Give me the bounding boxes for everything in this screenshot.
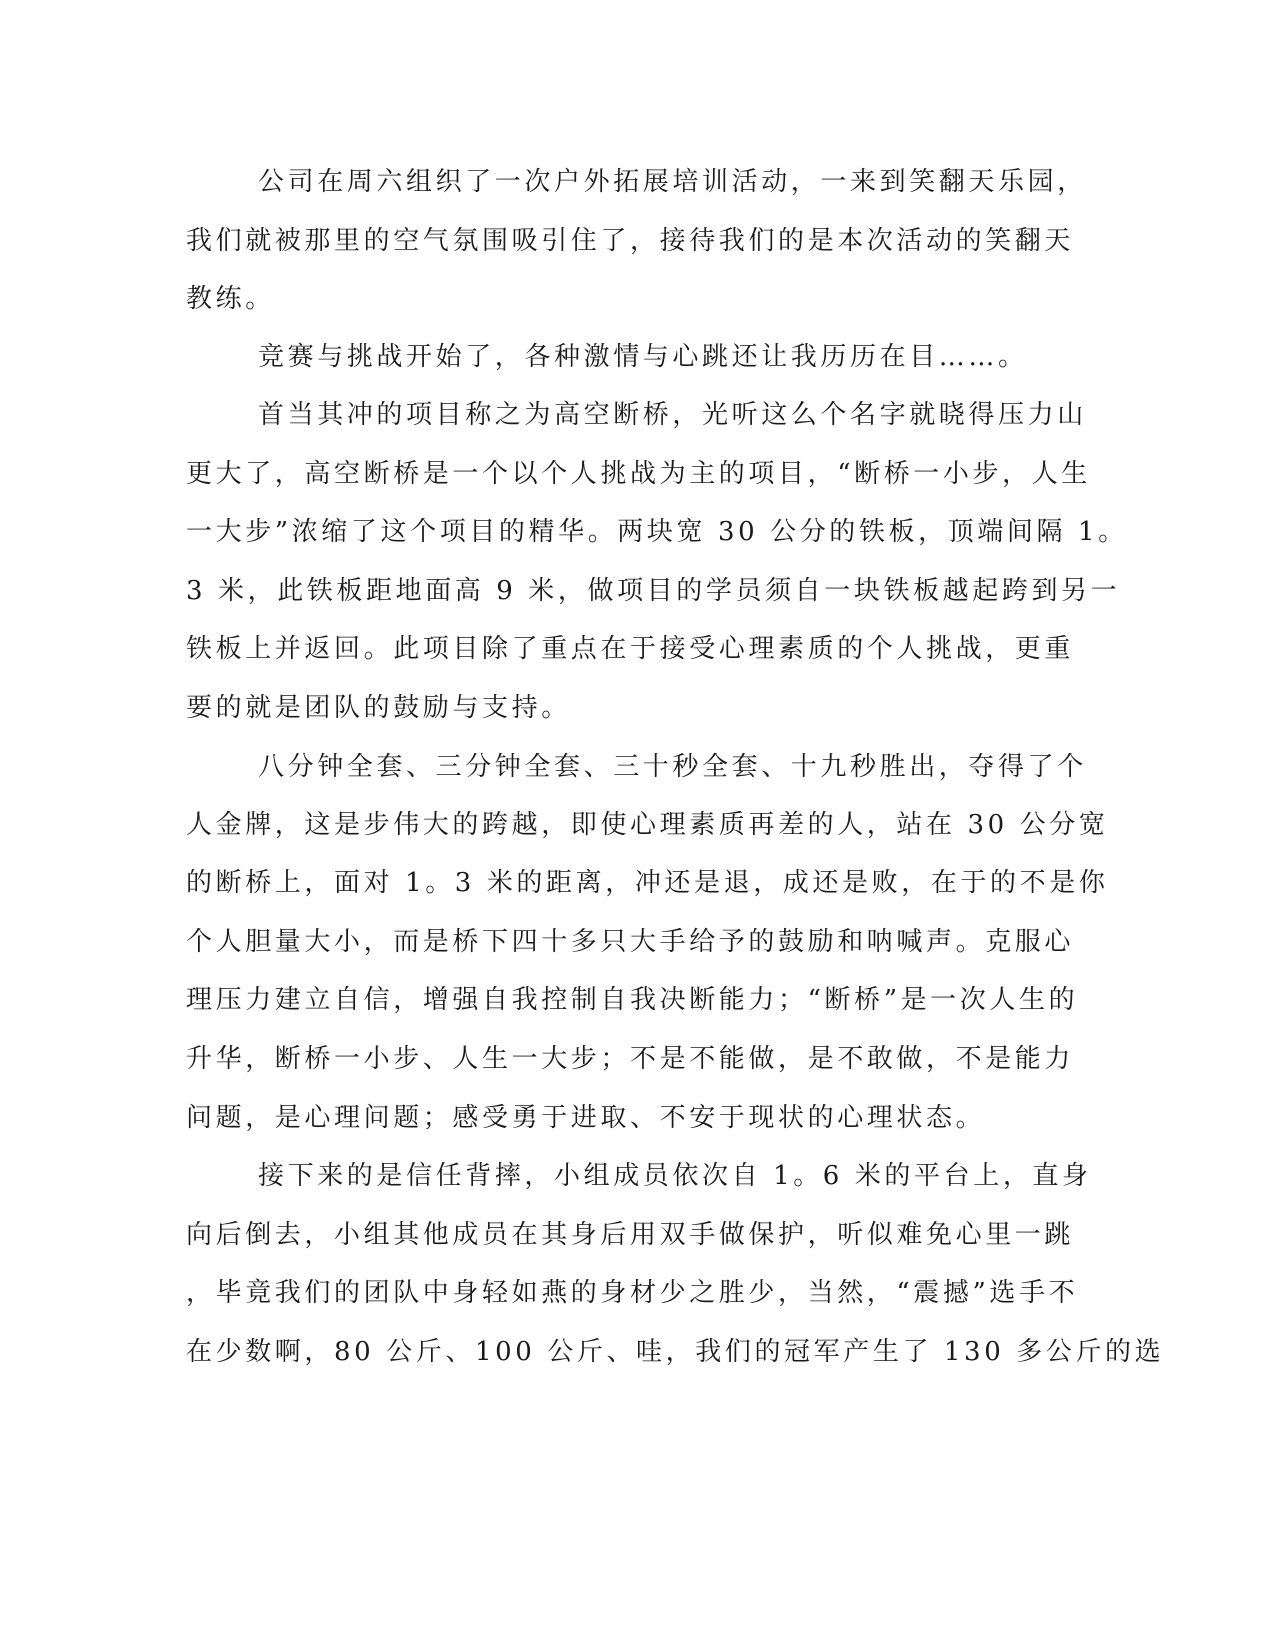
text-line: ，毕竟我们的团队中身轻如燕的身材少之胜少，当然，“震撼”选手不 [186, 1278, 1079, 1308]
text-line: 的断桥上，面对 1。3 米的距离，冲还是退，成还是败，在于的不是你 [186, 868, 1109, 898]
text-line: 更大了，高空断桥是一个以个人挑战为主的项目，“断桥一小步，人生 [186, 459, 1091, 489]
text-line: 人金牌，这是步伟大的跨越，即使心理素质再差的人，站在 30 公分宽 [186, 810, 1109, 840]
text-line: 接下来的是信任背摔，小组成员依次自 1。6 米的平台上，直身 [258, 1161, 1092, 1191]
text-line: 竞赛与挑战开始了，各种激情与心跳还让我历历在目……。 [258, 342, 1028, 372]
text-line: 问题，是心理问题；感受勇于进取、不安于现状的心理状态。 [186, 1103, 986, 1133]
text-line: 教练。 [186, 284, 275, 314]
text-line: 首当其冲的项目称之为高空断桥，光听这么个名字就晓得压力山 [258, 400, 1087, 430]
text-line: 要的就是团队的鼓励与支持。 [186, 693, 571, 723]
text-line: 铁板上并返回。此项目除了重点在于接受心理素质的个人挑战，更重 [186, 634, 1075, 664]
text-line: 升华，断桥一小步、人生一大步；不是不能做，是不敢做，不是能力 [186, 1044, 1075, 1074]
text-line: 我们就被那里的空气氛围吸引住了，接待我们的是本次活动的笑翻天 [186, 226, 1075, 256]
text-line: 一大步”浓缩了这个项目的精华。两块宽 30 公分的铁板，顶端间隔 1。 [186, 517, 1128, 547]
text-line: 八分钟全套、三分钟全套、三十秒全套、十九秒胜出，夺得了个 [258, 752, 1087, 782]
text-line: 理压力建立自信，增强自我控制自我决断能力；“断桥”是一次人生的 [186, 985, 1079, 1015]
text-line: 3 米，此铁板距地面高 9 米，做项目的学员须自一块铁板越起跨到另一 [186, 576, 1121, 606]
text-line: 个人胆量大小，而是桥下四十多只大手给予的鼓励和呐喊声。克服心 [186, 927, 1075, 957]
text-line: 公司在周六组织了一次户外拓展培训活动，一来到笑翻天乐园， [258, 167, 1087, 197]
text-line: 在少数啊，80 公斤、100 公斤、哇，我们的冠军产生了 130 多公斤的选 [186, 1337, 1165, 1367]
text-line: 向后倒去，小组其他成员在其身后用双手做保护，听似难免心里一跳 [186, 1220, 1075, 1250]
